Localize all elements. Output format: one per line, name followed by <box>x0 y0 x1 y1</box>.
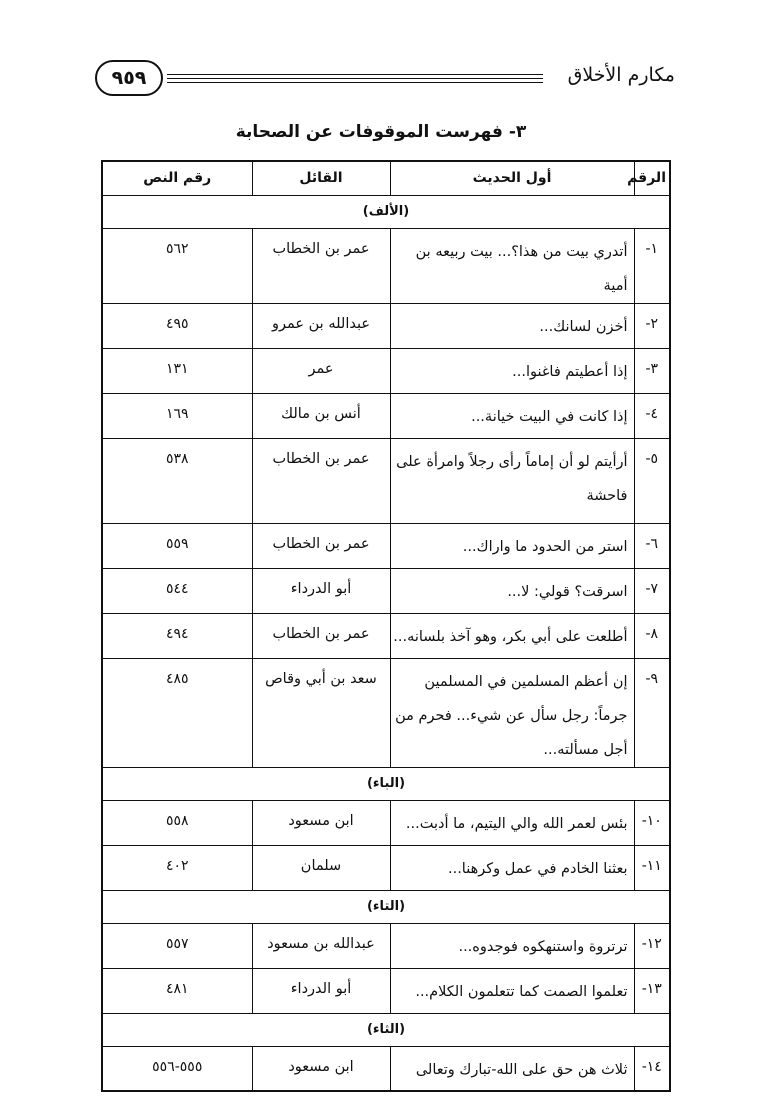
group-header-row <box>102 1013 670 1046</box>
speaker-name: عمر بن الخطاب <box>252 523 390 568</box>
row-number: ١٤- <box>634 1046 670 1091</box>
group-header-row <box>102 767 670 800</box>
text-number: ٤٨٥ <box>102 658 252 767</box>
text-number: ٥٥٧ <box>102 923 252 968</box>
hadith-beginning: إذا أعطيتم فاغنوا... <box>390 348 634 393</box>
hadith-beginning: بعثنا الخادم في عمل وكرهنا... <box>390 845 634 890</box>
row-number: ٤- <box>634 393 670 438</box>
group-label: (الباء) <box>102 767 670 800</box>
text-number: ٥٥٥-٥٥٦ <box>102 1046 252 1091</box>
hadith-beginning: استر من الحدود ما واراك... <box>390 523 634 568</box>
table-row <box>102 438 670 523</box>
text-number: ٥٥٩ <box>102 523 252 568</box>
hadith-beginning: أطلعت على أبي بكر، وهو آخذ بلسانه... <box>390 613 634 658</box>
speaker-name: أنس بن مالك <box>252 393 390 438</box>
row-number: ١٢- <box>634 923 670 968</box>
speaker-name: أبو الدرداء <box>252 968 390 1013</box>
speaker-name: سعد بن أبي وقاص <box>252 658 390 767</box>
speaker-name: عبدالله بن مسعود <box>252 923 390 968</box>
header-rule <box>167 78 543 79</box>
table-row <box>102 348 670 393</box>
text-number: ٤٩٥ <box>102 303 252 348</box>
hadith-beginning: إن أعظم المسلمين في المسلمين جرماً: رجل سأل عن شيء... فحرم من أجل مسألته... <box>390 658 634 767</box>
group-header-row <box>102 890 670 923</box>
row-number: ١- <box>634 228 670 303</box>
table-row <box>102 1046 670 1091</box>
speaker-name: أبو الدرداء <box>252 568 390 613</box>
table-row <box>102 800 670 845</box>
table-row <box>102 228 670 303</box>
text-number: ١٦٩ <box>102 393 252 438</box>
text-number: ٥٤٤ <box>102 568 252 613</box>
hadith-beginning: ترتروة واستنهكوه فوجدوه... <box>390 923 634 968</box>
running-header <box>95 60 675 100</box>
group-label: (الألف) <box>102 195 670 228</box>
table-row <box>102 568 670 613</box>
column-header-first: أول الحديث <box>390 161 634 195</box>
header-rule <box>167 74 543 75</box>
group-header-row <box>102 195 670 228</box>
speaker-name: سلمان <box>252 845 390 890</box>
hadith-beginning: أرأيتم لو أن إماماً رأى رجلاً وامرأة على فاحشة <box>390 438 634 523</box>
table-row <box>102 303 670 348</box>
table-row <box>102 523 670 568</box>
row-number: ١٠- <box>634 800 670 845</box>
text-number: ٥٦٢ <box>102 228 252 303</box>
row-number: ٨- <box>634 613 670 658</box>
table-header-row <box>102 161 670 195</box>
column-header-number: الرقم <box>634 161 670 195</box>
hadith-beginning: إذا كانت في البيت خيانة... <box>390 393 634 438</box>
text-number: ٤٠٢ <box>102 845 252 890</box>
table-row <box>102 968 670 1013</box>
column-header-speaker: القائل <box>252 161 390 195</box>
text-number: ٥٥٨ <box>102 800 252 845</box>
hadith-beginning: بئس لعمر الله والي اليتيم، ما أدبت... <box>390 800 634 845</box>
group-label: (الثاء) <box>102 1013 670 1046</box>
row-number: ١١- <box>634 845 670 890</box>
table-row <box>102 393 670 438</box>
page-number: ٩٥٩ <box>95 60 163 96</box>
text-number: ٤٩٤ <box>102 613 252 658</box>
row-number: ١٣- <box>634 968 670 1013</box>
speaker-name: عمر بن الخطاب <box>252 613 390 658</box>
column-header-text-no: رقم النص <box>102 161 252 195</box>
table-body <box>102 195 670 1091</box>
hadith-beginning: اسرقت؟ قولي: لا... <box>390 568 634 613</box>
speaker-name: عمر <box>252 348 390 393</box>
hadith-beginning: أخزن لسانك... <box>390 303 634 348</box>
row-number: ٧- <box>634 568 670 613</box>
row-number: ٥- <box>634 438 670 523</box>
hadith-beginning: أتدري بيت من هذا؟... بيت ربيعه بن أمية <box>390 228 634 303</box>
text-number: ٤٨١ <box>102 968 252 1013</box>
row-number: ٣- <box>634 348 670 393</box>
table-row <box>102 658 670 767</box>
hadith-beginning: تعلموا الصمت كما تتعلمون الكلام... <box>390 968 634 1013</box>
speaker-name: ابن مسعود <box>252 1046 390 1091</box>
group-label: (التاء) <box>102 890 670 923</box>
hadith-beginning: ثلاث هن حق على الله-تبارك وتعالى <box>390 1046 634 1091</box>
index-table <box>101 160 671 1092</box>
table-row <box>102 845 670 890</box>
table-row <box>102 613 670 658</box>
speaker-name: ابن مسعود <box>252 800 390 845</box>
table-row <box>102 923 670 968</box>
row-number: ٩- <box>634 658 670 767</box>
speaker-name: عمر بن الخطاب <box>252 228 390 303</box>
book-title: مكارم الأخلاق <box>567 64 675 86</box>
section-title: ٣- فهرست الموقوفات عن الصحابة <box>235 122 527 142</box>
row-number: ٦- <box>634 523 670 568</box>
row-number: ٢- <box>634 303 670 348</box>
speaker-name: عبدالله بن عمرو <box>252 303 390 348</box>
text-number: ١٣١ <box>102 348 252 393</box>
text-number: ٥٣٨ <box>102 438 252 523</box>
header-rule <box>167 82 543 83</box>
speaker-name: عمر بن الخطاب <box>252 438 390 523</box>
